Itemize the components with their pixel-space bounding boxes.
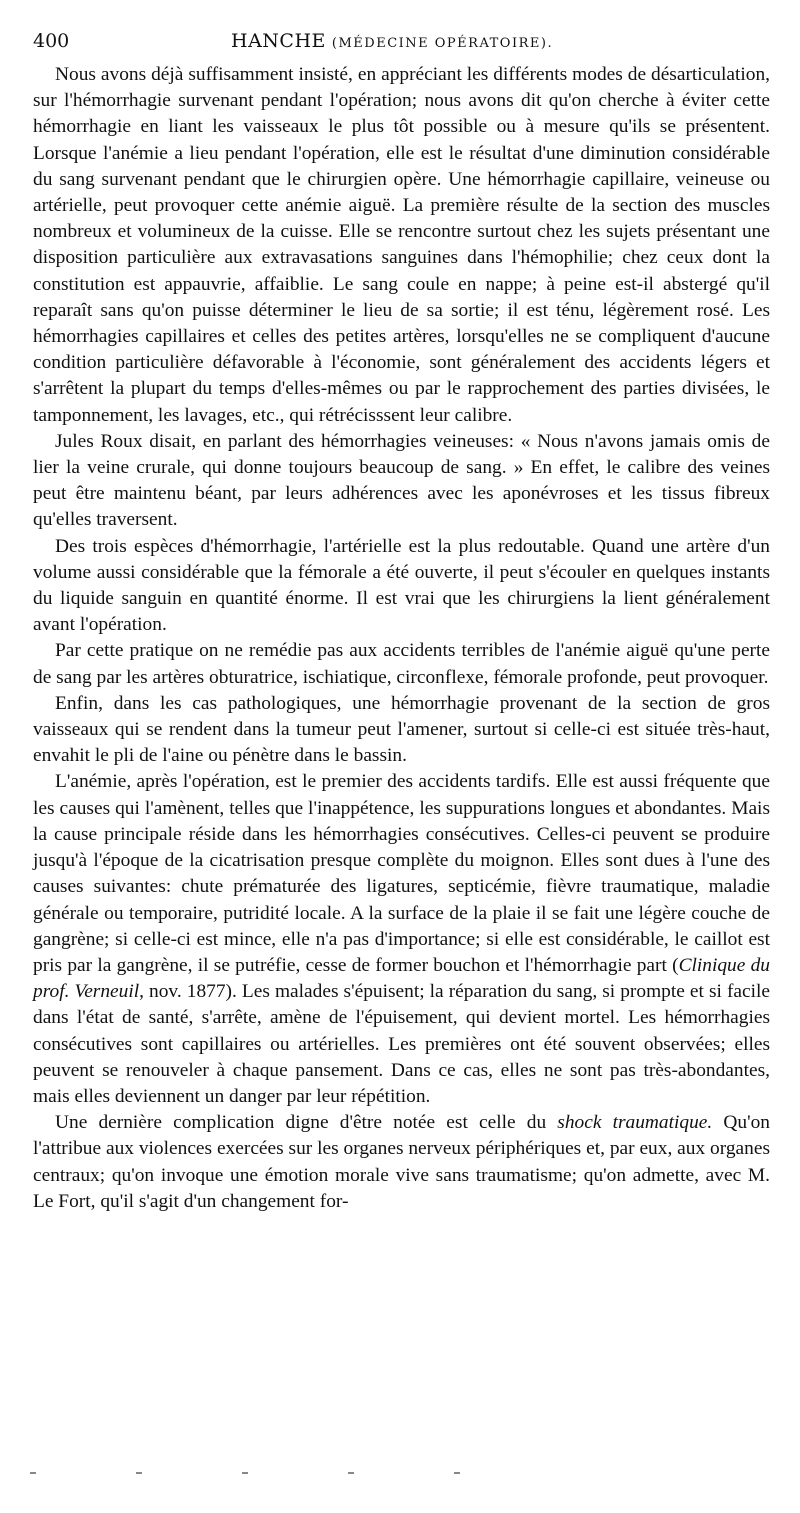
paragraph: Jules Roux disait, en parlant des hémorrhagies veineuses: « Nous n'avons jamais omis de lier la veine crurale, qui donne toujours beaucoup de sang. » En effet, le calibre des veines peut être maintenu béant, par leurs adhérences avec les aponévroses et les tissus fibreux qu'elles traversent. [33,430,770,531]
paragraph: Des trois espèces d'hémorrhagie, l'artérielle est la plus redoutable. Quand une artère d'un volume aussi considérable que la fémorale a été ouverte, il peut s'écouler en quelques instants du liquide sanguin en quantité énorme. Il est vrai que les chirurgiens la lient généralement avant l'opération. [33,535,770,636]
footer-mark [136,1472,142,1474]
paragraph: Nous avons déjà suffisamment insisté, en appréciant les différents modes de désarticulation, sur l'hémorrhagie survenant pendant l'opération; nous avons dit qu'on cherche à éviter cette hémorrhagie en liant les vaisseaux le plus tôt possible ou à mesure qu'ils se présentent. Lorsque l'anémie a lieu pendant l'opération, elle est le résultat d'une diminution considérable du sang survenant pendant que le chirurgien opère. Une hémorrhagie capillaire, veineuse ou artérielle, peut provoquer cette anémie aiguë. La première résulte de la section des muscles nombreux et volumineux de la cuisse. Elle se rencontre surtout chez les sujets présentant une disposition particulière aux extravasations sanguines dans l'hémophilie; chez ceux dont la constitution est appauvrie, affaiblie. Le sang coule en nappe; à peine est-il abstergé qu'il reparaît sans qu'on puisse déterminer le lieu de sa sortie; il est ténu, légèrement rosé. Les hémorrhagies capillaires et celles des petites artères, lorsqu'elles ne se compliquent d'aucune condition particulière défavorable à l'économie, sont généralement des accidents légers et s'arrêtent la plupart du temps d'elles-mêmes ou par le rapprochement des parties divisées, le tamponnement, les lavages, etc., qui rétrécisssent leur calibre. [33,64,770,426]
paragraph: Enfin, dans les cas pathologiques, une hémorrhagie provenant de la section de gros vaisseaux qui se rendent dans la tumeur peut l'amener, surtout si celle-ci est située très-haut, envahit le pli de l'aine ou pénètre dans le bassin. [33,692,770,767]
paragraph [33,769,770,1110]
paragraph-text: Qu'on l'attribue aux violences exercées sur les organes nerveux périphériques et, par eux, aux organes centraux; qu'on invoque une émotion morale vive sans traumatisme; qu'on admette, avec M. Le Fort, qu'il s'agit d'un changement for- [33,1112,770,1212]
term-italic: shock traumatique. [557,1112,713,1134]
running-header [33,30,770,56]
footer-mark [242,1472,248,1474]
running-title-sub: (MÉDECINE OPÉRATOIRE). [331,36,554,51]
paragraph-text: L'anémie, après l'opération, est le premier des accidents tardifs. Elle est aussi fréquente que les causes qui l'amènent, telles que l'inappétence, les suppurations longues et abondantes. Mais la cause principale réside dans les hémorrhagies consécutives. Celles-ci peuvent se produire jusqu'à l'époque de la cicatrisation presque complète du moignon. Elles sont dues à l'une des causes suivantes: chute prématurée des ligatures, septicémie, fièvre traumatique, maladie générale ou temporaire, putridité locale. A la surface de la plaie il se fait une légère couche de gangrène; si celle-ci est mince, elle n'a pas d'importance; si elle est considérable, le caillot est pris par la gangrène, il se putréfie, cesse de former bouchon et l'hémorrhagie part ( [33,771,770,976]
paragraph-text: , nov. 1877). Les malades s'épuisent; la réparation du sang, si prompte et si facile dans l'état de santé, s'arrête, amène de l'épuisement, qui devient mortel. Les hémorrhagies consécutives sont capillaires ou artérielles. Les premières ont été souvent observées; elles peuvent se renouveler à chaque pansement. Dans ce cas, elles ne sont pas très-abondantes, mais elles deviennent un danger par leur répétition. [33,981,771,1107]
paragraph: Par cette pratique on ne remédie pas aux accidents terribles de l'anémie aiguë qu'une perte de sang par les artères obturatrice, ischiatique, circonflexe, fémorale profonde, peut provoquer. [33,640,770,688]
footer-mark [454,1472,460,1474]
paragraph [33,1110,770,1215]
footer-mark [30,1472,36,1474]
footer-marks [30,1472,460,1474]
citation-italic: Clinique du prof. Verneuil [33,954,770,1003]
body-text [33,62,770,1215]
footer-mark [348,1472,354,1474]
running-title-main: HANCHE [231,30,326,52]
paragraph-text: Une dernière complication digne d'être notée est celle du [55,1112,558,1134]
page-number: 400 [33,30,70,52]
running-title [173,30,770,52]
